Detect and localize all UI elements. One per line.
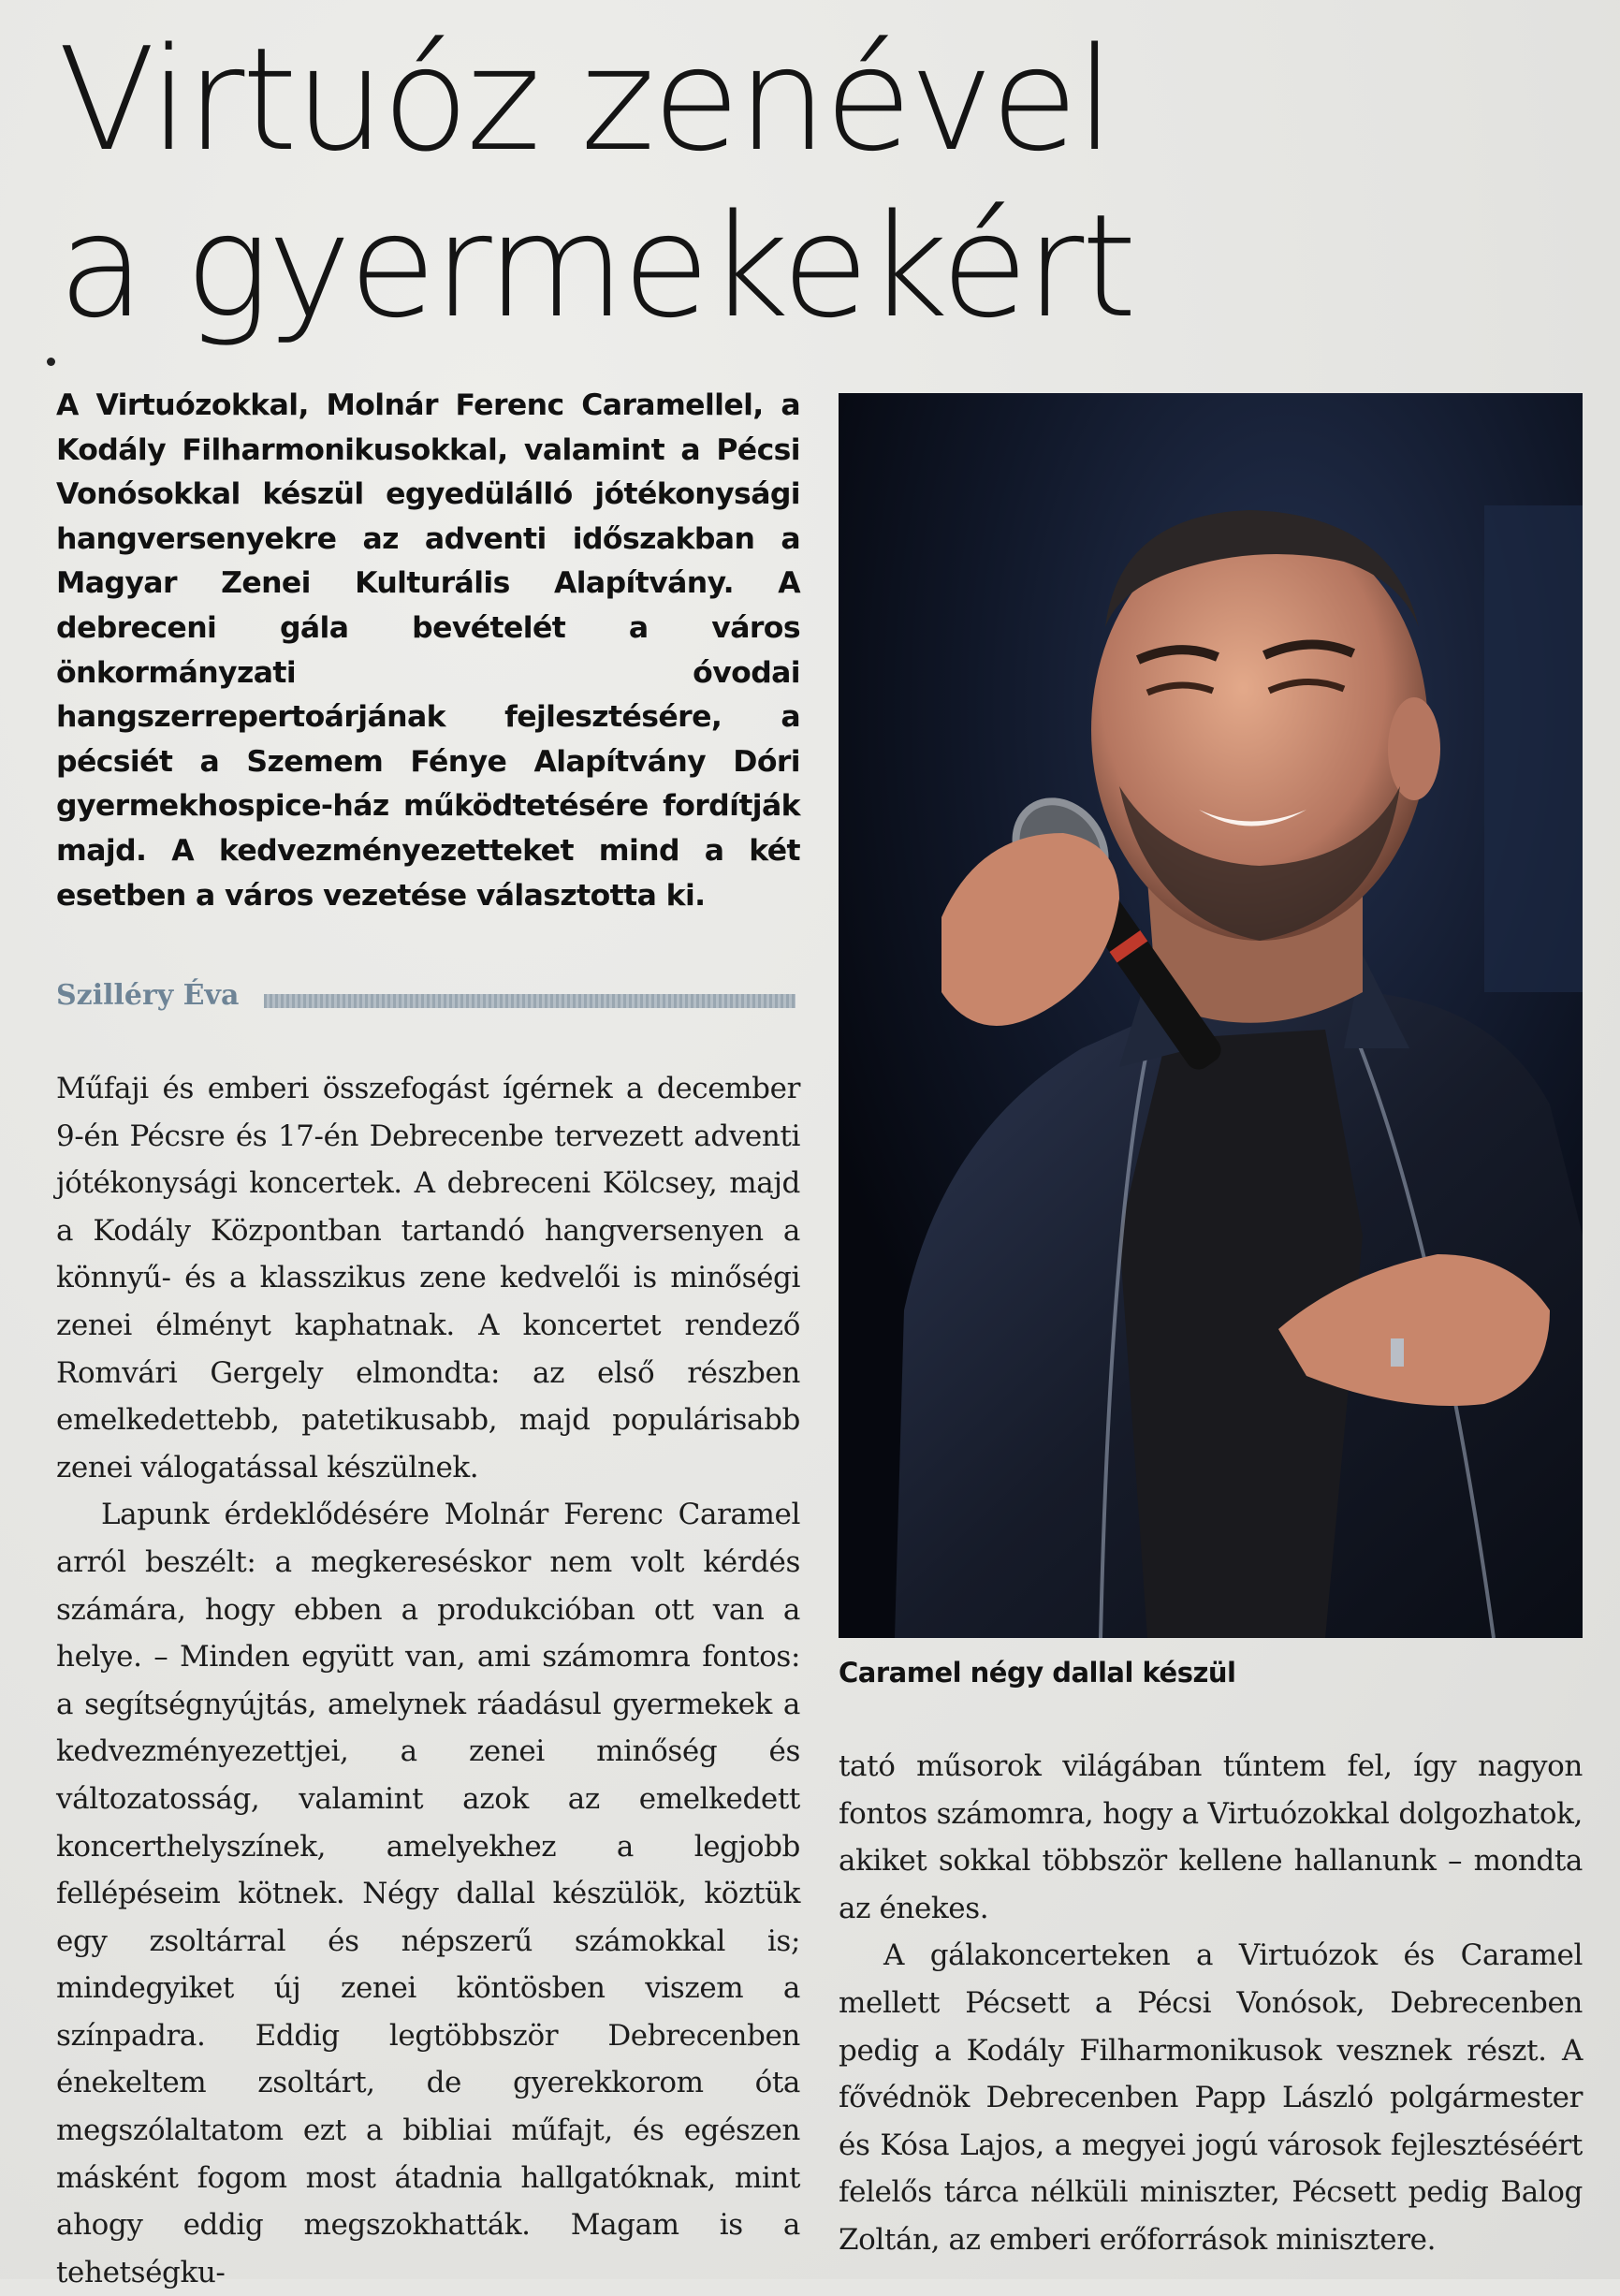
body-paragraph: Műfaji és emberi összefogást ígérnek a december 9-én Pécsre és 17-én Debrecenbe tervezett adventi jótékonysági koncertek. A debreceni Kölcsey, majd a Kodály Központban tartandó hangversenyen a könnyű- és a klasszikus zene kedvelői is minőségi zenei élményt kaphatnak. A koncertet rendező Romvári Gergely elmondta: az első részben emelkedettebb, patetikusabb, majd populárisabb zenei válogatással készülnek.	[56, 1072, 800, 1484]
singer-photo-illustration	[839, 393, 1583, 1638]
bullet-dot	[47, 358, 55, 366]
body-paragraph: A gálakoncerteken a Virtuózok és Caramel mellett Pécsett a Pécsi Vonósok, Debrecenben pedig a Kodály Filharmonikusok vesznek részt. A fővédnök Debrecenben Papp László polgármester és Kósa Lajos, a megyei jogú városok fejlesztéséért felelős tárca nélküli miniszter, Pécsett pedig Balog Zoltán, az emberi erőforrások minisztere.	[839, 1938, 1583, 2257]
body-column-1	[56, 1065, 800, 2296]
byline-rule	[264, 994, 795, 1008]
headline	[58, 17, 1368, 350]
headline-line-2: a gyermekekért	[58, 183, 1134, 349]
body-paragraph: Lapunk érdeklődésére Molnár Ferenc Caramel arról beszélt: a megkereséskor nem volt kérdés számára, hogy ebben a produkcióban ott van a helye. – Minden együtt van, ami számomra fontos: a segítségnyújtás, amelynek ráadásul gyermekek a kedvezményezettjei, a zenei minőség és változatosság, valamint azok az emelkedett koncerthelyszínek, amelyekhez a legjobb fellépéseim kötnek. Négy dallal készülök, köztük egy zsoltárral és népszerű számokkal is; mindegyiket új zenei köntösben viszem a színpadra. Eddig legtöbbször Debrecenben énekeltem zsoltárt, de gyerekkorom óta megszólaltatom ezt a bibliai műfajt, és egészen másként fogom most átadnia hallgatóknak, mint ahogy eddig megszokhatták. Magam is a tehetségku-	[56, 1498, 800, 2289]
author-name: Szilléry Éva	[56, 979, 240, 1012]
lead-paragraph: A Virtuózokkal, Molnár Ferenc Caramellel, a Kodály Filharmonikusokkal, valamint a Pécsi Vonósokkal készül egyedülálló jótékonysági hangversenyekre az adventi időszakban a Magyar Zenei Kulturális Alapítvány. A debreceni gála bevételét a város önkormányzati óvodai hangszerrepertoárjának fejlesztésére, a pécsiét a Szemem Fénye Alapítvány Dóri gyermekhospice-ház működtetésére fordítják majd. A kedvezményezetteket mind a két esetben a város vezetése választotta ki.	[56, 388, 800, 913]
article-photo	[839, 393, 1583, 1638]
headline-line-1: Virtuóz zenével	[58, 17, 1113, 183]
byline	[56, 979, 795, 1016]
photo-caption: Caramel négy dallal készül	[839, 1657, 1236, 1689]
body-paragraph: tató műsorok világában tűntem fel, így nagyon fontos számomra, hogy a Virtuózokkal dolgozhatok, akiket sokkal többször kellene hallanunk – mondta az énekes.	[839, 1749, 1583, 1925]
body-column-2	[839, 1743, 1583, 2264]
